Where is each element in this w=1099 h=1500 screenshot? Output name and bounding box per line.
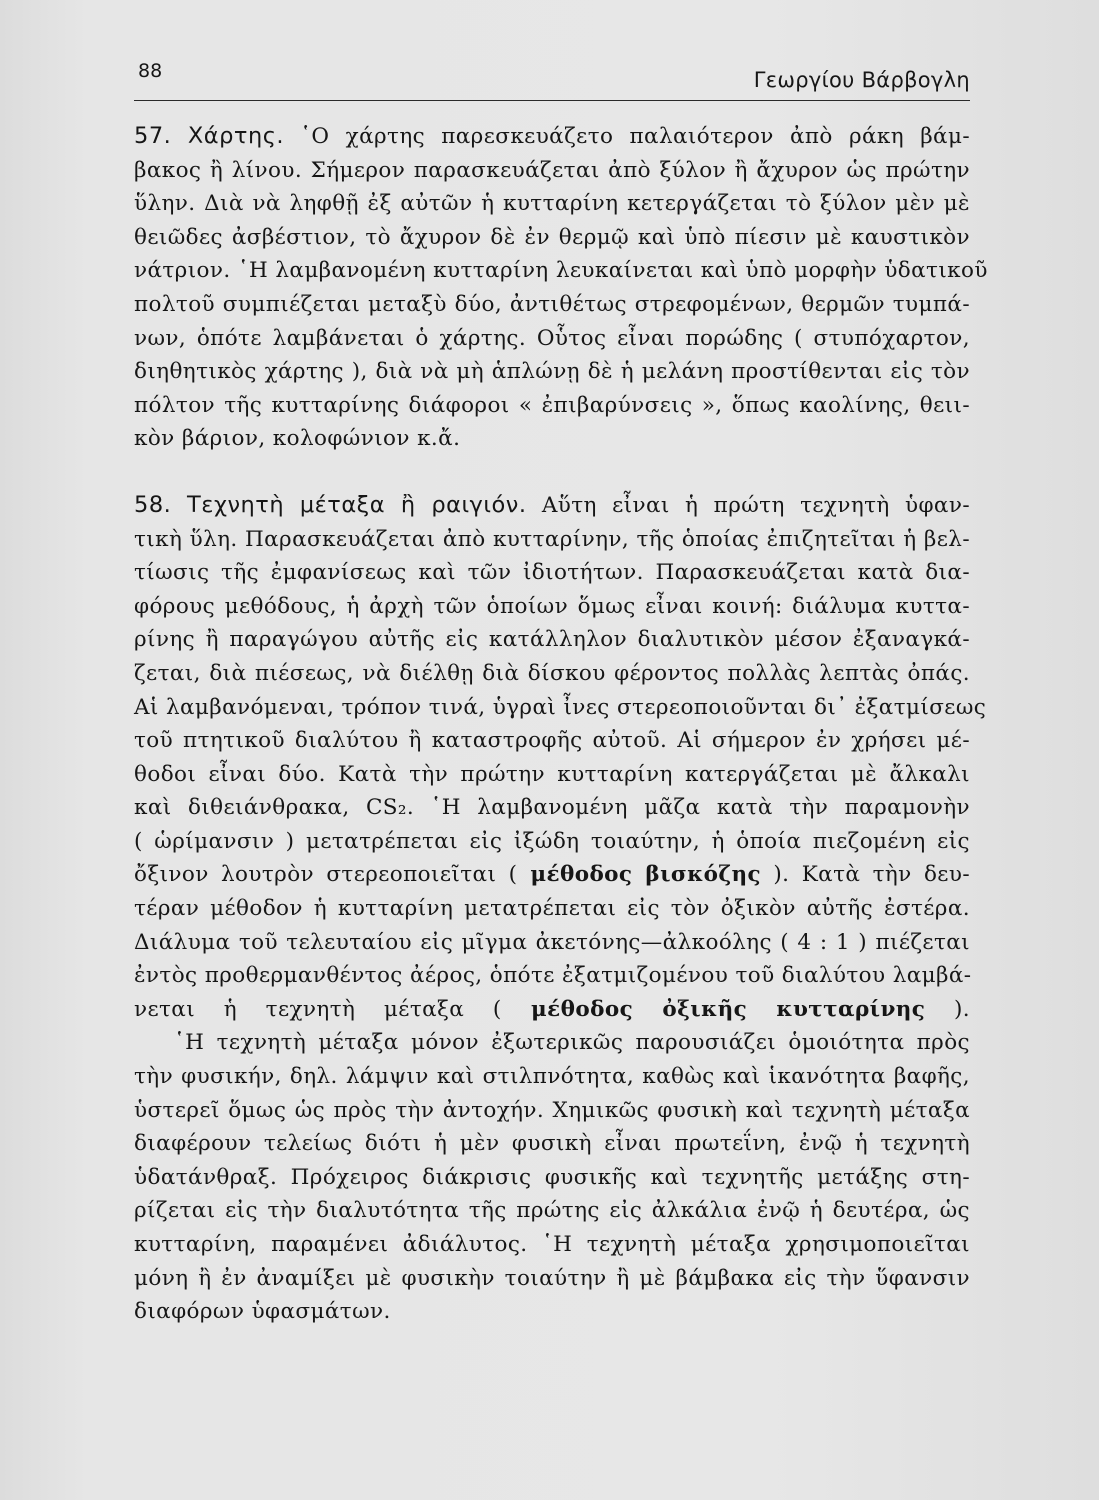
- text-line: [134, 926, 970, 960]
- line-text: ἐντὸς προθερμανθέντος ἀέρος, ὁπότε ἐξατμιζομένου τοῦ διαλύτου λαμβά-: [134, 963, 972, 989]
- section-heading: 58. Τεχνητὴ μέταξα ἢ ραιγιόν.: [134, 491, 527, 518]
- line-text: Αὕτη εἶναι ἡ πρώτη τεχνητὴ ὑφαν-: [526, 492, 970, 518]
- line-text: Διάλυμα τοῦ τελευταίου εἰς μῖγμα ἀκετόνης—ἀλκοόλης ( 4 : 1 ) πιέζεται: [134, 929, 970, 955]
- line-text: νων, ὁπότε λαμβάνεται ὁ χάρτης. Οὗτος εἶναι πορώδης ( στυπόχαρτον,: [134, 325, 970, 351]
- text-line: [134, 322, 970, 356]
- text-line: [134, 187, 970, 221]
- section-58-artificial-silk: [134, 489, 987, 1329]
- text-line: [134, 556, 970, 590]
- page-header: [134, 60, 970, 101]
- line-text: ὄξινον λουτρὸν στερεοποιεῖται (: [134, 862, 518, 888]
- line-text: θειῶδες ἀσβέστιον, τὸ ἄχυρον δὲ ἐν θερμῷ καὶ ὑπὸ πίεσιν μὲ καυστικὸν: [134, 224, 970, 250]
- line-text: βακος ἢ λίνου. Σήμερον παρασκευάζεται ἀπὸ ξύλον ἢ ἄχυρον ὡς πρώτην: [134, 157, 970, 183]
- line-text: διαφόρων ὑφασμάτων.: [134, 1299, 391, 1325]
- text-line: [134, 221, 970, 255]
- text-line: [134, 623, 970, 657]
- text-line: [134, 825, 970, 859]
- text-line: [134, 1127, 970, 1161]
- line-text: νάτριον. ῾Η λαμβανομένη κυτταρίνη λευκαίνεται καὶ ὑπὸ μορφὴν ὑδατικοῦ: [134, 258, 988, 284]
- line-text: διαφέρουν τελείως διότι ἡ μὲν φυσικὴ εἶναι πρωτεΐνη, ἐνῷ ἡ τεχνητὴ: [134, 1131, 970, 1157]
- line-text: καὶ διθειάνθρακα, CS₂. ῾Η λαμβανομένη μᾶζα κατὰ τὴν παραμονὴν: [134, 795, 970, 821]
- line-text: ρίζεται εἰς τὴν διαλυτότητα τῆς πρώτης εἰς ἀλκάλια ἐνῷ ἡ δευτέρα, ὡς: [134, 1198, 970, 1224]
- line-text: μόνη ἢ ἐν ἀναμίξει μὲ φυσικὴν τοιαύτην ἢ μὲ βάμβακα εἰς τὴν ὕφανσιν: [134, 1265, 970, 1291]
- text-line: [134, 1228, 970, 1262]
- line-text: διηθητικὸς χάρτης ), διὰ νὰ μὴ ἁπλώνῃ δὲ ἡ μελάνη προστίθενται εἰς τὸν: [134, 359, 970, 385]
- section-heading: 57. Χάρτης.: [134, 123, 285, 149]
- line-text: ὑδατάνθραξ. Πρόχειρος διάκρισις φυσικῆς καὶ τεχνητῆς μετάξης στη-: [134, 1164, 970, 1190]
- text-line: [134, 523, 970, 557]
- line-text: κὸν βάριον, κολοφώνιον κ.ἄ.: [134, 426, 461, 452]
- text-line: [134, 1026, 970, 1060]
- text-line: [134, 389, 970, 423]
- text-line: [134, 1094, 970, 1128]
- text-line: [134, 858, 970, 892]
- text-line: [134, 1295, 970, 1329]
- line-text: κυτταρίνη, παραμένει ἀδιάλυτος. ῾Η τεχνητὴ μέταξα χρησιμοποιεῖται: [134, 1232, 970, 1257]
- line-text: νεται ἡ τεχνητὴ μέταξα (: [134, 996, 502, 1022]
- line-text: ( ὡρίμανσιν ) μετατρέπεται εἰς ἰξώδη τοιαύτην, ἡ ὁποία πιεζομένη εἰς: [134, 828, 970, 854]
- text-line: [134, 489, 970, 523]
- line-text: πόλτον τῆς κυτταρίνης διάφοροι « ἐπιβαρύνσεις », ὅπως καολίνης, θειι-: [134, 392, 970, 418]
- line-text: Αἱ λαμβανόμεναι, τρόπον τινά, ὑγραὶ ἶνες στερεοποιοῦνται δι᾽ ἐξατμίσεως: [134, 694, 987, 720]
- text-line: [134, 254, 988, 288]
- line-text: ῾Η τεχνητὴ μέταξα μόνον ἐξωτερικῶς παρουσιάζει ὁμοιότητα πρὸς: [174, 1030, 970, 1056]
- running-head: Γεωργίου Βάρβογλη: [753, 68, 970, 92]
- line-text: τίωσις τῆς ἐμφανίσεως καὶ τῶν ἰδιοτήτων. Παρασκευάζεται κατὰ δια-: [134, 560, 970, 586]
- text-line: [134, 724, 970, 758]
- text-line: [134, 758, 970, 792]
- text-line: [134, 691, 987, 725]
- text-line: [134, 355, 970, 389]
- line-text: ὕλην. Διὰ νὰ ληφθῇ ἐξ αὐτῶν ἡ κυτταρίνη κετεργάζεται τὸ ξύλον μὲν μὲ: [134, 191, 970, 217]
- text-line: [134, 1194, 970, 1228]
- text-line: [134, 993, 970, 1027]
- line-tail: ).: [925, 996, 970, 1022]
- text-line: [134, 154, 970, 188]
- line-text: τοῦ πτητικοῦ διαλύτου ἢ καταστροφῆς αὐτοῦ. Αἱ σήμερον ἐν χρήσει μέ-: [134, 728, 970, 754]
- text-line: [134, 657, 970, 691]
- text-line: [134, 959, 970, 993]
- text-line: [134, 288, 970, 322]
- text-line: [134, 120, 970, 154]
- section-57-paper: [134, 120, 988, 456]
- line-text: τικὴ ὕλη. Παρασκευάζεται ἀπὸ κυτταρίνην, τῆς ὁποίας ἐπιζητεῖται ἡ βελ-: [134, 526, 970, 552]
- line-text: φόρους μεθόδους, ἡ ἀρχὴ τῶν ὁποίων ὅμως εἶναι κοινή: διάλυμα κυττα-: [134, 593, 970, 619]
- page-number: 88: [138, 60, 163, 82]
- line-text: τὴν φυσικήν, δηλ. λάμψιν καὶ στιλπνότητα, καθὼς καὶ ἱκανότητα βαφῆς,: [134, 1064, 970, 1090]
- line-text: ζεται, διὰ πιέσεως, νὰ διέλθῃ διὰ δίσκου φέροντος πολλὰς λεπτὰς ὀπάς.: [134, 660, 970, 686]
- line-text: τέραν μέθοδον ἡ κυτταρίνη μετατρέπεται εἰς τὸν ὀξικὸν αὐτῆς ἐστέρα.: [134, 896, 970, 922]
- line-text: πολτοῦ συμπιέζεται μεταξὺ δύο, ἀντιθέτως στρεφομένων, θερμῶν τυμπά-: [134, 291, 970, 317]
- text-line: [134, 791, 970, 825]
- text-line: [134, 422, 970, 456]
- bold-term: μέθοδος ὀξικῆς κυτταρίνης: [501, 996, 926, 1022]
- text-line: [134, 1262, 970, 1296]
- text-line: [134, 590, 970, 624]
- text-line: [134, 1060, 970, 1094]
- text-line: [134, 892, 970, 926]
- line-text: ὑστερεῖ ὅμως ὡς πρὸς τὴν ἀντοχήν. Χημικῶς φυσικὴ καὶ τεχνητὴ μέταξα: [134, 1097, 970, 1123]
- bold-term: μέθοδος βισκόζης: [517, 862, 762, 888]
- line-text: ῾Ο χάρτης παρεσκευάζετο παλαιότερον ἀπὸ ράκη βάμ-: [284, 124, 970, 149]
- line-text: ρίνης ἢ παραγώγου αὐτῆς εἰς κατάλληλον διαλυτικὸν μέσον ἐξαναγκά-: [134, 627, 970, 653]
- line-tail: ). Κατὰ τὴν δευ-: [761, 862, 970, 888]
- text-line: [134, 1161, 970, 1195]
- line-text: θοδοι εἶναι δύο. Κατὰ τὴν πρώτην κυτταρίνη κατεργάζεται μὲ ἄλκαλι: [134, 761, 970, 787]
- body-text: [134, 120, 988, 1329]
